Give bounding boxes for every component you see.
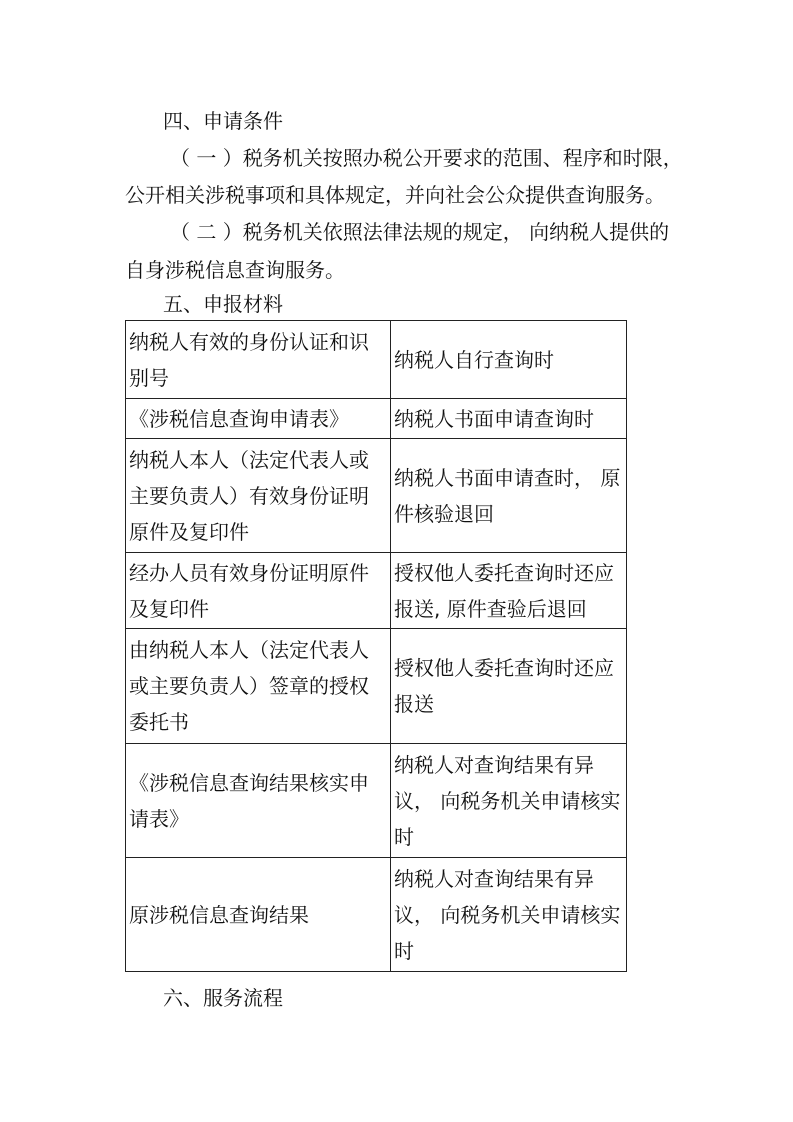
condition-1-line-2: 公开相关涉税事项和具体规定，并向社会公众提供查询服务。 <box>125 183 665 207</box>
condition-cell: 授权他人委托查询时还应报送 <box>391 629 627 744</box>
material-cell: 经办人员有效身份证明原件及复印件 <box>126 553 391 629</box>
section-heading-materials: 五、申报材料 <box>163 292 283 316</box>
table-row <box>126 321 627 399</box>
table-row <box>126 399 627 439</box>
materials-table <box>125 320 627 972</box>
condition-2-line-2: 自身涉税信息查询服务。 <box>125 258 345 282</box>
material-cell: 《涉税信息查询申请表》 <box>126 399 391 439</box>
material-cell: 由纳税人本人（法定代表人或主要负责人）签章的授权委托书 <box>126 629 391 744</box>
table-row <box>126 439 627 553</box>
condition-cell: 纳税人自行查询时 <box>391 321 627 399</box>
material-cell: 纳税人本人（法定代表人或主要负责人）有效身份证明原件及复印件 <box>126 439 391 553</box>
condition-1-line-1: （ 一 ）税务机关按照办税公开要求的范围、程序和时限， <box>170 146 683 170</box>
condition-cell: 纳税人书面申请查时， 原件核验退回 <box>391 439 627 553</box>
condition-2-line-1: （ 二 ）税务机关依照法律法规的规定， 向纳税人提供的 <box>170 220 670 244</box>
table-row <box>126 858 627 972</box>
condition-cell: 纳税人对查询结果有异议， 向税务机关申请核实时 <box>391 744 627 858</box>
material-cell: 原涉税信息查询结果 <box>126 858 391 972</box>
condition-cell: 授权他人委托查询时还应报送, 原件查验后退回 <box>391 553 627 629</box>
section-heading-application-conditions: 四、申请条件 <box>163 109 283 133</box>
material-cell: 纳税人有效的身份认证和识别号 <box>126 321 391 399</box>
condition-cell: 纳税人书面申请查询时 <box>391 399 627 439</box>
condition-cell: 纳税人对查询结果有异议， 向税务机关申请核实时 <box>391 858 627 972</box>
table-row <box>126 553 627 629</box>
table-row <box>126 744 627 858</box>
material-cell: 《涉税信息查询结果核实申请表》 <box>126 744 391 858</box>
section-heading-service-process: 六、服务流程 <box>163 986 283 1010</box>
table-row <box>126 629 627 744</box>
